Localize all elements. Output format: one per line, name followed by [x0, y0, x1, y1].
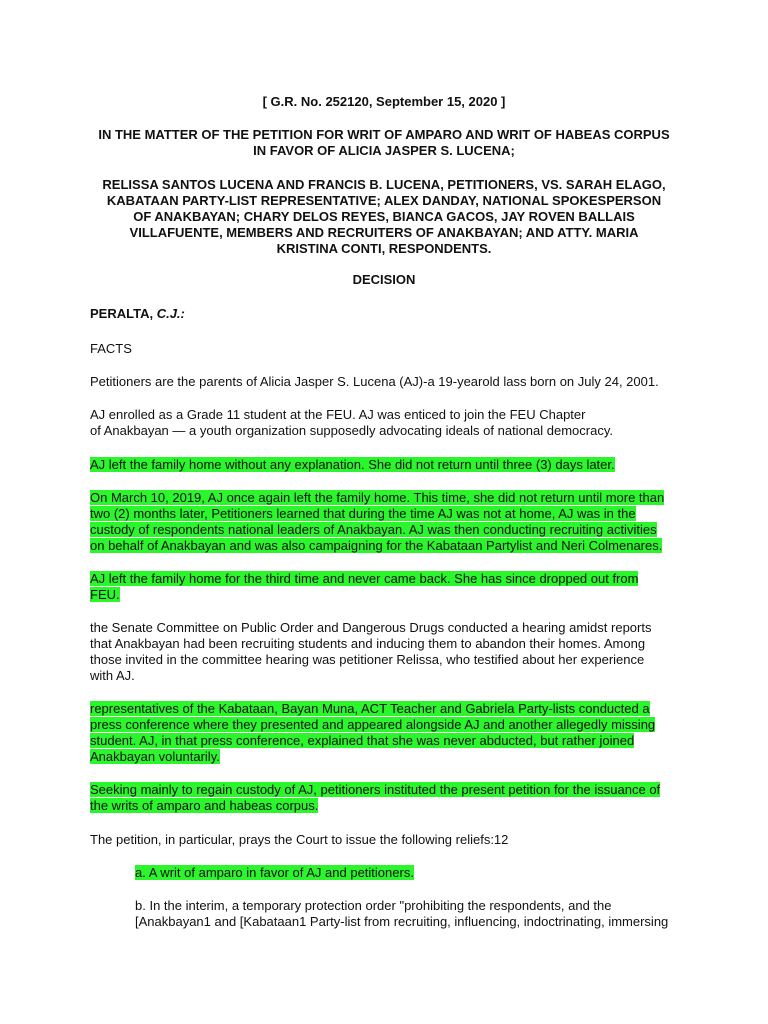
- highlighted-line: the writs of amparo and habeas corpus.: [90, 798, 319, 813]
- highlighted-line: on behalf of Anakbayan and was also campaigning for the Kabataan Partylist and Neri Colmenares.: [90, 538, 663, 553]
- text-line: [Anakbayan1 and [Kabataan1 Party-list from recruiting, influencing, indoctrinating, immersing: [135, 914, 669, 929]
- text-line: that Anakbayan had been recruiting students and inducing them to abandon their homes. Among: [90, 636, 646, 651]
- highlighted-line: press conference where they presented and appeared alongside AJ and another allegedly missing: [90, 717, 656, 732]
- case-title-line: IN THE MATTER OF THE PETITION FOR WRIT OF AMPARO AND WRIT OF HABEAS CORPUS: [98, 127, 670, 142]
- highlighted-line: student. AJ, in that press conference, explained that she was never abducted, but rather joined: [90, 733, 635, 748]
- highlighted-line: a. A writ of amparo in favor of AJ and petitioners.: [135, 865, 414, 880]
- paragraph-third-departure: [90, 571, 690, 603]
- case-title: [60, 127, 708, 159]
- parties-line: VILLAFUENTE, MEMBERS AND RECRUITERS OF ANAKBAYAN; AND ATTY. MARIA: [129, 225, 639, 240]
- highlighted-line: AJ left the family home for the third time and never came back. She has since dropped out from: [90, 571, 639, 586]
- highlighted-line: FEU.: [90, 587, 120, 602]
- parties-line: OF ANAKBAYAN; CHARY DELOS REYES, BIANCA GACOS, JAY ROVEN BALLAIS: [133, 209, 635, 224]
- paragraph-second-departure: [90, 490, 690, 554]
- highlighted-line: custody of respondents national leaders of Anakbayan. AJ was then conducting recruiting activities: [90, 522, 657, 537]
- paragraph-petition: [90, 782, 690, 814]
- relief-b: [135, 898, 735, 930]
- paragraph-senate-hearing: [90, 620, 690, 684]
- parties-line: KABATAAN PARTY-LIST REPRESENTATIVE; ALEX DANDAY, NATIONAL SPOKESPERSON: [106, 193, 662, 208]
- case-title-line: IN FAVOR OF ALICIA JASPER S. LUCENA;: [253, 143, 515, 158]
- parties-line: KRISTINA CONTI, RESPONDENTS.: [276, 241, 492, 256]
- case-parties: [60, 177, 708, 257]
- ponente-title: C.J.:: [156, 306, 185, 321]
- relief-a: [135, 865, 735, 881]
- highlighted-line: Anakbayan voluntarily.: [90, 749, 220, 764]
- highlighted-line: two (2) months later, Petitioners learned that during the time AJ was not at home, AJ was in the: [90, 506, 636, 521]
- highlighted-line: Seeking mainly to regain custody of AJ, petitioners instituted the present petition for the issuance of: [90, 782, 661, 797]
- decision-heading: DECISION: [352, 272, 416, 287]
- case-number: [ G.R. No. 252120, September 15, 2020 ]: [262, 94, 506, 109]
- ponente: [90, 306, 690, 322]
- highlighted-line: AJ left the family home without any explanation. She did not return until three (3) days later.: [90, 457, 615, 472]
- paragraph-reliefs-intro: The petition, in particular, prays the Court to issue the following reliefs:12: [90, 832, 509, 847]
- text-line: those invited in the committee hearing was petitioner Relissa, who testified about her experience: [90, 652, 645, 667]
- text-line: the Senate Committee on Public Order and Dangerous Drugs conducted a hearing amidst reports: [90, 620, 652, 635]
- facts-heading: FACTS: [90, 341, 132, 356]
- paragraph-first-departure: [90, 457, 690, 473]
- paragraph-parents: Petitioners are the parents of Alicia Jasper S. Lucena (AJ)-a 19-yearold lass born on July 24, 2001.: [90, 374, 659, 389]
- highlighted-line: representatives of the Kabataan, Bayan Muna, ACT Teacher and Gabriela Party-lists conducted a: [90, 701, 650, 716]
- text-line: AJ enrolled as a Grade 11 student at the FEU. AJ was enticed to join the FEU Chapter: [90, 407, 586, 422]
- text-line: with AJ.: [90, 668, 135, 683]
- paragraph-press-conference: [90, 701, 690, 765]
- parties-line: RELISSA SANTOS LUCENA AND FRANCIS B. LUCENA, PETITIONERS, VS. SARAH ELAGO,: [102, 177, 666, 192]
- ponente-name: PERALTA,: [90, 306, 157, 321]
- paragraph-enrollment: [90, 407, 690, 439]
- highlighted-line: On March 10, 2019, AJ once again left the family home. This time, she did not return until more than: [90, 490, 665, 505]
- text-line: of Anakbayan — a youth organization supposedly advocating ideals of national democracy.: [90, 423, 613, 438]
- text-line: b. In the interim, a temporary protection order "prohibiting the respondents, and the: [135, 898, 612, 913]
